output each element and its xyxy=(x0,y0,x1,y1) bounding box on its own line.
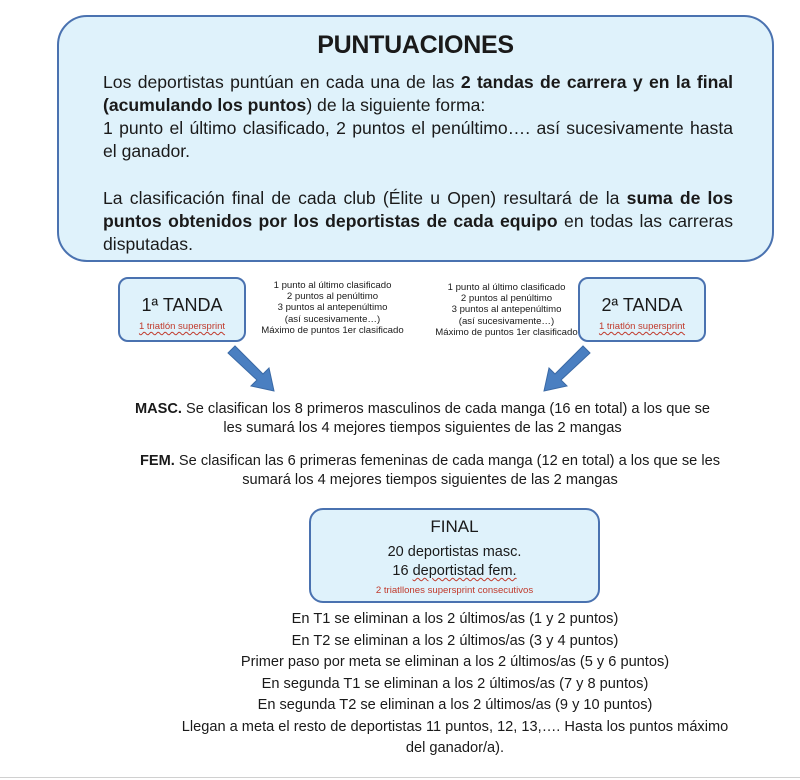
tanda-1-box xyxy=(118,277,246,342)
tanda-2-subtitle: 1 triatlón supersprint xyxy=(598,321,686,332)
scoring-line: 2 puntos al penúltimo xyxy=(460,293,553,305)
final-title: FINAL xyxy=(430,517,479,536)
elimination-item: En T1 se eliminan a los 2 últimos/as (1 y 2 puntos) xyxy=(291,611,619,627)
arrow-down-right-icon xyxy=(222,345,284,397)
elimination-list xyxy=(170,609,740,760)
final-box xyxy=(309,508,600,603)
final-male-count: 20 deportistas masc. xyxy=(387,544,522,560)
scoring-summary-box xyxy=(57,15,774,262)
final-female-label: deportistad fem. xyxy=(412,563,517,579)
scoring-line: (así sucesivamente…) xyxy=(284,313,381,325)
scoring-line: 1 punto al último clasificado xyxy=(273,280,392,291)
bottom-divider xyxy=(0,777,800,778)
tanda-2-box xyxy=(578,277,706,342)
masc-label: MASC. xyxy=(134,401,182,417)
final-female-count xyxy=(311,563,598,579)
arrow-down-left-icon xyxy=(534,345,596,397)
final-female-number: 16 xyxy=(392,563,413,579)
elimination-item: En T2 se eliminan a los 2 últimos/as (3 y 4 puntos) xyxy=(291,632,619,649)
elimination-item: Primer paso por meta se eliminan a los 2 últimos/as (5 y 6 puntos) xyxy=(240,654,670,670)
tanda-2-title: 2ª TANDA xyxy=(601,295,683,315)
text-run: La clasificación final de cada club (Élite u Open) resultará de la xyxy=(103,188,627,208)
female-qualification-rule xyxy=(140,452,720,490)
tanda-1-scoring-notes xyxy=(250,280,415,336)
text-run: Los deportistas puntúan en cada una de las xyxy=(103,72,461,92)
scoring-line: 3 puntos al antepenúltimo xyxy=(451,304,562,316)
final-subtitle: 2 triatllones supersprint consecutivos xyxy=(375,585,534,596)
text-run: ) de la siguiente forma: xyxy=(306,95,486,115)
masc-text: Se clasifican los 8 primeros masculinos de cada manga (16 en total) a los que se les sumará los 4 mejores tiempos siguientes de las 2 mangas xyxy=(181,401,711,436)
club-classification-paragraph xyxy=(103,187,733,256)
scoring-explanation-paragraph xyxy=(103,71,733,163)
tanda-1-title: 1ª TANDA xyxy=(141,295,223,315)
fem-text: Se clasifican las 6 primeras femeninas de cada manga (12 en total) a los que se les sumará los 4 mejores tiempos siguientes de las 2 mangas xyxy=(174,453,721,488)
scoring-line: 2 puntos al penúltimo xyxy=(286,291,379,303)
scoring-line: 3 puntos al antepenúltimo xyxy=(277,302,388,314)
elimination-item: Llegan a meta el resto de deportistas 11 puntos, 12, 13,…. Hasta los puntos máximo del ganador/a). xyxy=(181,718,729,756)
text-run: 1 punto el último clasificado, 2 puntos el penúltimo…. así sucesivamente hasta el ganador. xyxy=(103,118,733,161)
main-title: PUNTUACIONES xyxy=(317,31,514,59)
scoring-line: 1 punto al último clasificado xyxy=(447,282,566,293)
tanda-1-subtitle: 1 triatlón supersprint xyxy=(138,321,226,332)
tanda-2-scoring-notes xyxy=(424,282,589,338)
scoring-line: Máximo de puntos 1er clasificado xyxy=(435,326,578,338)
text-run: en todas las carreras disputadas. xyxy=(103,211,733,254)
fem-label: FEM. xyxy=(140,453,175,469)
elimination-item: En segunda T2 se eliminan a los 2 últimos/as (9 y 10 puntos) xyxy=(257,697,653,713)
bold-text-run: suma de los puntos obtenidos por los deportistas de cada equipo xyxy=(103,188,733,231)
elimination-item: En segunda T1 se eliminan a los 2 últimos/as (7 y 8 puntos) xyxy=(261,675,649,692)
male-qualification-rule xyxy=(130,400,715,438)
scoring-line: (así sucesivamente…) xyxy=(458,315,555,327)
scoring-line: Máximo de puntos 1er clasificado xyxy=(261,324,404,336)
bold-text-run: 2 tandas de carrera y en la final (acumulando los puntos xyxy=(103,72,734,115)
